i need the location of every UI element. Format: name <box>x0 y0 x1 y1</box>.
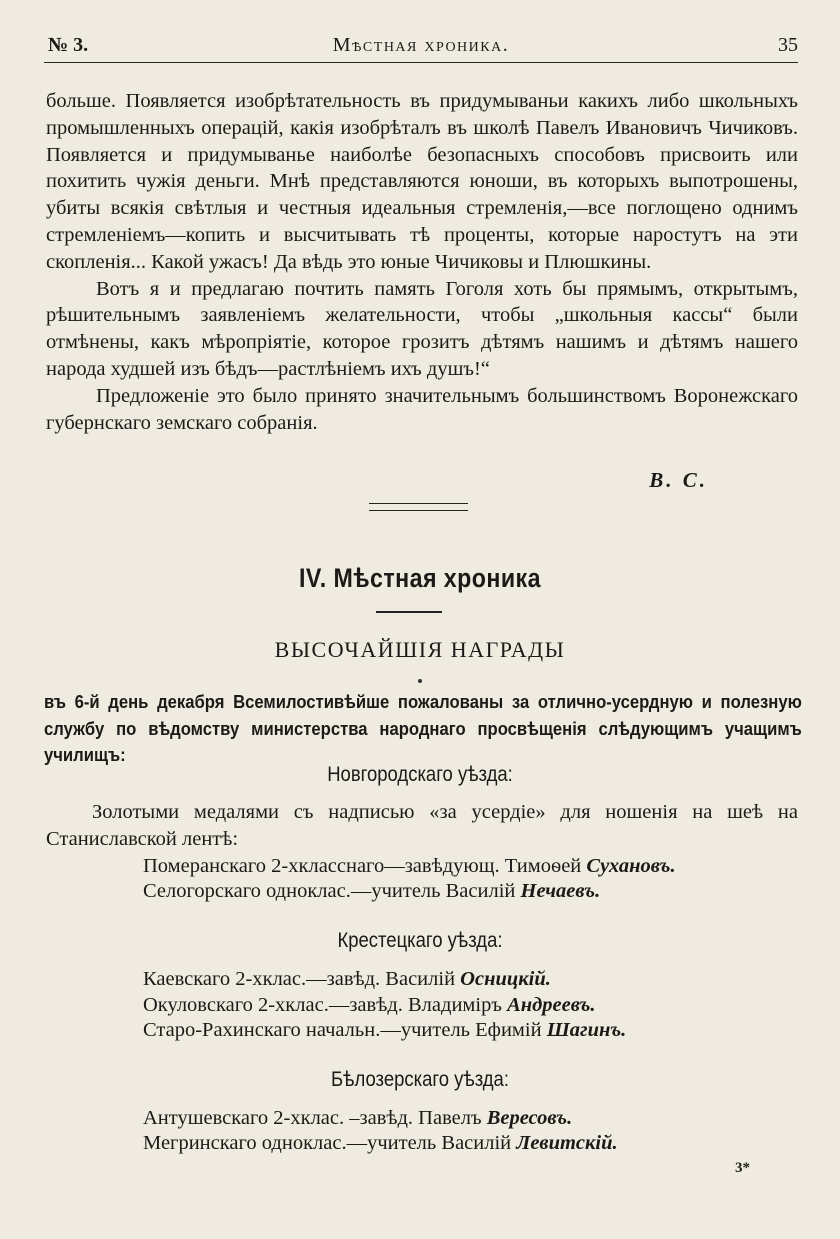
district-heading: Бѣлозерскаго уѣзда: <box>331 1068 509 1091</box>
medal-text: Золотыми медалями съ надписью «за усердіе» для ношенія на шеѣ на Станиславской лентѣ: <box>46 801 798 850</box>
entry-surname: Левитскій. <box>516 1132 618 1154</box>
entry-text: Каевскаго 2-хклас.—завѣд. Василій <box>143 968 461 990</box>
district-heading: Крестецкаго уѣзда: <box>337 929 503 952</box>
awards-heading: ВЫСОЧАЙШІЯ НАГРАДЫ <box>274 637 566 662</box>
award-entry <box>143 880 600 903</box>
ornament-dot <box>418 679 422 683</box>
award-entry <box>143 1107 572 1130</box>
paragraph: Предложеніе это было принято значительнымъ большинствомъ Воронежскаго губернскаго земскаго собранія. <box>46 384 798 434</box>
entry-surname: Вересовъ. <box>486 1107 573 1129</box>
district-heading: Новгородскаго уѣзда: <box>327 763 513 786</box>
entry-text: Мегринскаго одноклас.—учитель Василій <box>143 1132 517 1154</box>
award-entry <box>143 1019 626 1042</box>
running-header <box>44 34 798 63</box>
entry-text: Окуловскаго 2-хклас.—завѣд. Владиміръ <box>143 994 508 1016</box>
title-rule <box>376 611 442 613</box>
entry-surname: Нечаевъ. <box>520 880 601 902</box>
entry-text: Старо-Рахинскаго начальн.—учитель Ефимій <box>143 1019 547 1041</box>
article-text <box>46 88 798 436</box>
paragraph: Вотъ я и предлагаю почтить память Гоголя хоть бы прямымъ, открытымъ, рѣшительнымъ заявленіемъ желательности, чтобы „школьныя кассы“ были отмѣнены, какъ мѣропріятіе, которое грозитъ дѣтямъ нашимъ и дѣтямъ нашего народа худшей изъ бѣдъ—растлѣніемъ ихъ душъ!“ <box>46 277 798 380</box>
decree-text: въ 6-й день декабря Всемилостивѣйше пожалованы за отлично-усердную и полезную службу по вѣдомству министерства народнаго просвѣщенія слѣдующимъ учащимъ училищъ: <box>44 691 802 765</box>
award-entry <box>143 968 551 991</box>
section-divider <box>369 503 468 511</box>
signature-mark: 3* <box>735 1160 750 1176</box>
entry-surname: Сухановъ. <box>586 855 676 877</box>
section-title: IV. Мѣстная хроника <box>299 563 541 593</box>
entry-surname: Андреевъ. <box>507 994 596 1016</box>
entry-surname: Шагинъ. <box>546 1019 627 1041</box>
entry-text: Померанскаго 2-хклacснаго—завѣдующ. Тимоѳей <box>143 855 587 877</box>
entry-text: Селогорскаго одноклас.—учитель Василій <box>143 880 521 902</box>
entry-surname: Осницкій. <box>460 968 551 990</box>
entry-text: Антушевскаго 2-хклас. –завѣд. Павелъ <box>143 1107 487 1129</box>
medal-description <box>46 799 798 853</box>
award-entry <box>143 994 596 1017</box>
issue-number: № 3. <box>48 34 89 56</box>
award-entry <box>143 1132 618 1155</box>
page-number: 35 <box>778 34 798 56</box>
paragraph: больше. Появляется изобрѣтательность въ придумываньи какихъ либо школьныхъ промышленныхъ операцій, какія изобрѣталъ въ школѣ Павелъ Ивановичъ Чичиковъ. Появляется и придумыванье наиболѣе безопасныхъ способовъ присвоить или похитить чужія деньги. Мнѣ представляются юноши, въ которыхъ выпотрошены, убиты всякія свѣтлыя и честныя идеальныя стремленія,—все поглощено однимъ стремленіемъ—копить и высчитывать тѣ проценты, которые наростутъ на эти скопленія... Какой ужасъ! Да вѣдь это юные Чичиковы и Плюшкины. <box>46 90 798 273</box>
running-title: Мѣстная хроника. <box>332 34 510 56</box>
award-entry <box>143 855 676 878</box>
author-signature: В. С. <box>649 468 708 492</box>
